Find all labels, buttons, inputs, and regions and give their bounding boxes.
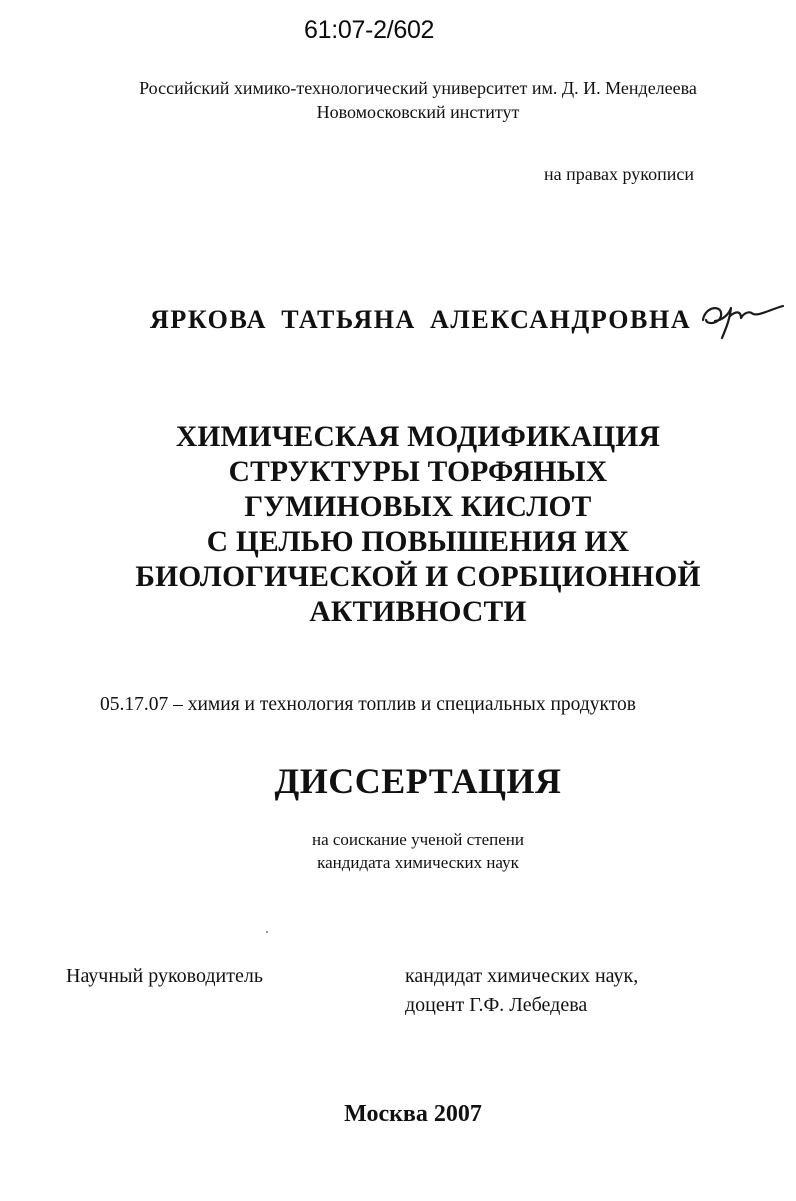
- signature-icon: [691, 288, 787, 351]
- author-block: [150, 288, 787, 351]
- degree-line: кандидата химических наук: [317, 853, 519, 872]
- author-name: ЯРКОВА ТАТЬЯНА АЛЕКСАНДРОВНА: [150, 304, 692, 334]
- dissertation-title: [0, 420, 796, 630]
- title-line: АКТИВНОСТИ: [309, 596, 527, 628]
- title-line: ГУМИНОВЫХ КИСЛОТ: [244, 491, 592, 523]
- title-line: ХИМИЧЕСКАЯ МОДИФИКАЦИЯ: [175, 421, 661, 453]
- title-line: С ЦЕЛЬЮ ПОВЫШЕНИЯ ИХ: [206, 526, 630, 558]
- supervisor-degree: кандидат химических наук,: [405, 965, 639, 987]
- institution-name: Российский химико-технологический университет им. Д. И. Менделеева: [139, 78, 697, 98]
- title-line: СТРУКТУРЫ ТОРФЯНЫХ: [228, 456, 608, 488]
- supervisor-name: доцент Г.Ф. Лебедева: [405, 994, 588, 1016]
- document-type: ДИССЕРТАЦИЯ: [274, 761, 562, 801]
- institute-name: Новомосковский институт: [316, 102, 520, 122]
- archive-code: 61:07-2/602: [304, 16, 435, 44]
- supervisor-label: Научный руководитель: [66, 965, 263, 987]
- manuscript-rights-note: на правах рукописи: [544, 164, 694, 184]
- scan-speck: [266, 931, 268, 933]
- degree-line: на соискание ученой степени: [311, 830, 525, 849]
- specialty-code: 05.17.07 – химия и технология топлив и специальных продуктов: [100, 694, 636, 715]
- city-year: Москва 2007: [344, 1101, 482, 1127]
- title-line: БИОЛОГИЧЕСКОЙ И СОРБЦИОННОЙ: [135, 561, 701, 593]
